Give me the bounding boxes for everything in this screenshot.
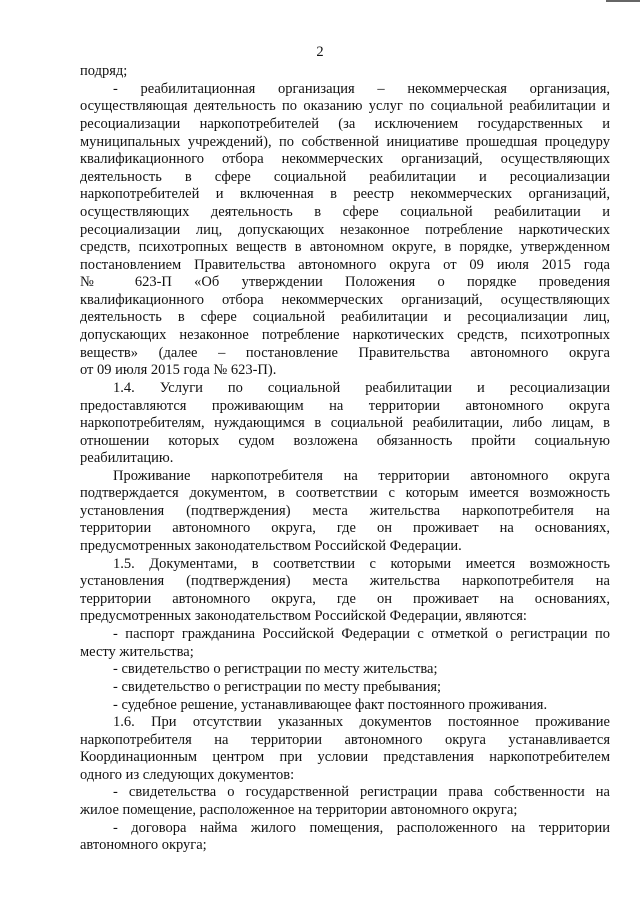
text-line: одного из следующих документов: <box>80 767 295 783</box>
text-line: подтверждается документом, в соответствии с которым имеется возможность <box>80 485 610 501</box>
text-line: № 623-П «Об утверждении Положения о порядке проведения <box>80 274 610 290</box>
text-line: 1.4. Услуги по социальной реабилитации и ресоциализации <box>113 380 610 396</box>
text-line: предоставляются проживающим на территории автономного округа <box>80 398 610 414</box>
corner-mark <box>606 0 640 2</box>
text-line: отношении которых судом возложена обязанность пройти социальную <box>80 433 610 449</box>
text-line: подряд; <box>80 63 128 79</box>
text-line: предусмотренных законодательством Российской Федерации, являются: <box>80 608 527 624</box>
text-line: от 09 июля 2015 года № 623-П). <box>80 362 277 378</box>
text-line: месту жительства; <box>80 644 194 660</box>
text-line: наркопотребителям, нуждающимся в социальной реабилитации, либо лицам, в <box>80 415 610 431</box>
text-line: средств, психотропных веществ в автономном округе, в порядке, утвержденном <box>80 239 610 255</box>
text-line: автономного округа; <box>80 837 207 853</box>
text-line: квалификационного отбора некоммерческих организаций, осуществляющих <box>80 151 610 167</box>
text-line: квалификационного отбора некоммерческих организаций, осуществляющих <box>80 292 610 308</box>
text-line: - свидетельства о государственной регистрации права собственности на <box>113 784 610 800</box>
text-line: наркопотребителей и включенная в реестр некоммерческих организаций, <box>80 186 610 202</box>
text-line: - реабилитационная организация – некоммерческая организация, <box>113 81 610 97</box>
text-line: ресоциализации наркопотребителей (за исключением государственных и <box>80 116 610 132</box>
text-line: наркопотребителя на территории автономного округа устанавливается <box>80 732 610 748</box>
text-line: осуществляющих деятельность в сфере социальной реабилитации и <box>80 204 610 220</box>
text-line: 1.6. При отсутствии указанных документов постоянное проживание <box>113 714 610 730</box>
text-line: Проживание наркопотребителя на территории автономного округа <box>113 468 610 484</box>
text-line: жилое помещение, расположенное на территории автономного округа; <box>80 802 518 818</box>
text-line: - судебное решение, устанавливающее факт постоянного проживания. <box>113 697 548 713</box>
text-line: - договора найма жилого помещения, расположенного на территории <box>113 820 610 836</box>
text-line: установления (подтверждения) места жительства наркопотребителя на <box>80 503 610 519</box>
text-line: - паспорт гражданина Российской Федерации с отметкой о регистрации по <box>113 626 610 642</box>
text-line: предусмотренных законодательством Российской Федерации. <box>80 538 462 554</box>
page-number: 2 <box>316 44 324 60</box>
text-line: - свидетельство о регистрации по месту пребывания; <box>113 679 442 695</box>
text-line: веществ» (далее – постановление Правительства автономного округа <box>80 345 610 361</box>
text-line: ресоциализации лиц, допускающих незаконное потребление наркотических <box>80 222 610 238</box>
text-line: Координационным центром при условии представления наркопотребителем <box>80 749 610 765</box>
text-line: территории автономного округа, где он проживает на основаниях, <box>80 591 610 607</box>
text-line: допускающих незаконное потребление наркотических средств, психотропных <box>80 327 610 343</box>
text-line: территории автономного округа, где он проживает на основаниях, <box>80 520 610 536</box>
text-line: - свидетельство о регистрации по месту жительства; <box>113 661 438 677</box>
text-line: 1.5. Документами, в соответствии с которыми имеется возможность <box>113 556 610 572</box>
text-line: установления (подтверждения) места жительства наркопотребителя на <box>80 573 610 589</box>
text-line: осуществляющая деятельность по оказанию услуг по социальной реабилитации и <box>80 98 610 114</box>
text-line: муниципальных учреждений), по собственной инициативе прошедшая процедуру <box>80 134 610 150</box>
text-line: деятельность в сфере социальной реабилитации и ресоциализации <box>80 169 610 185</box>
text-line: деятельность в сфере социальной реабилитации и ресоциализации лиц, <box>80 309 610 325</box>
text-line: реабилитацию. <box>80 450 174 466</box>
text-line: постановлением Правительства автономного округа от 09 июля 2015 года <box>80 257 610 273</box>
